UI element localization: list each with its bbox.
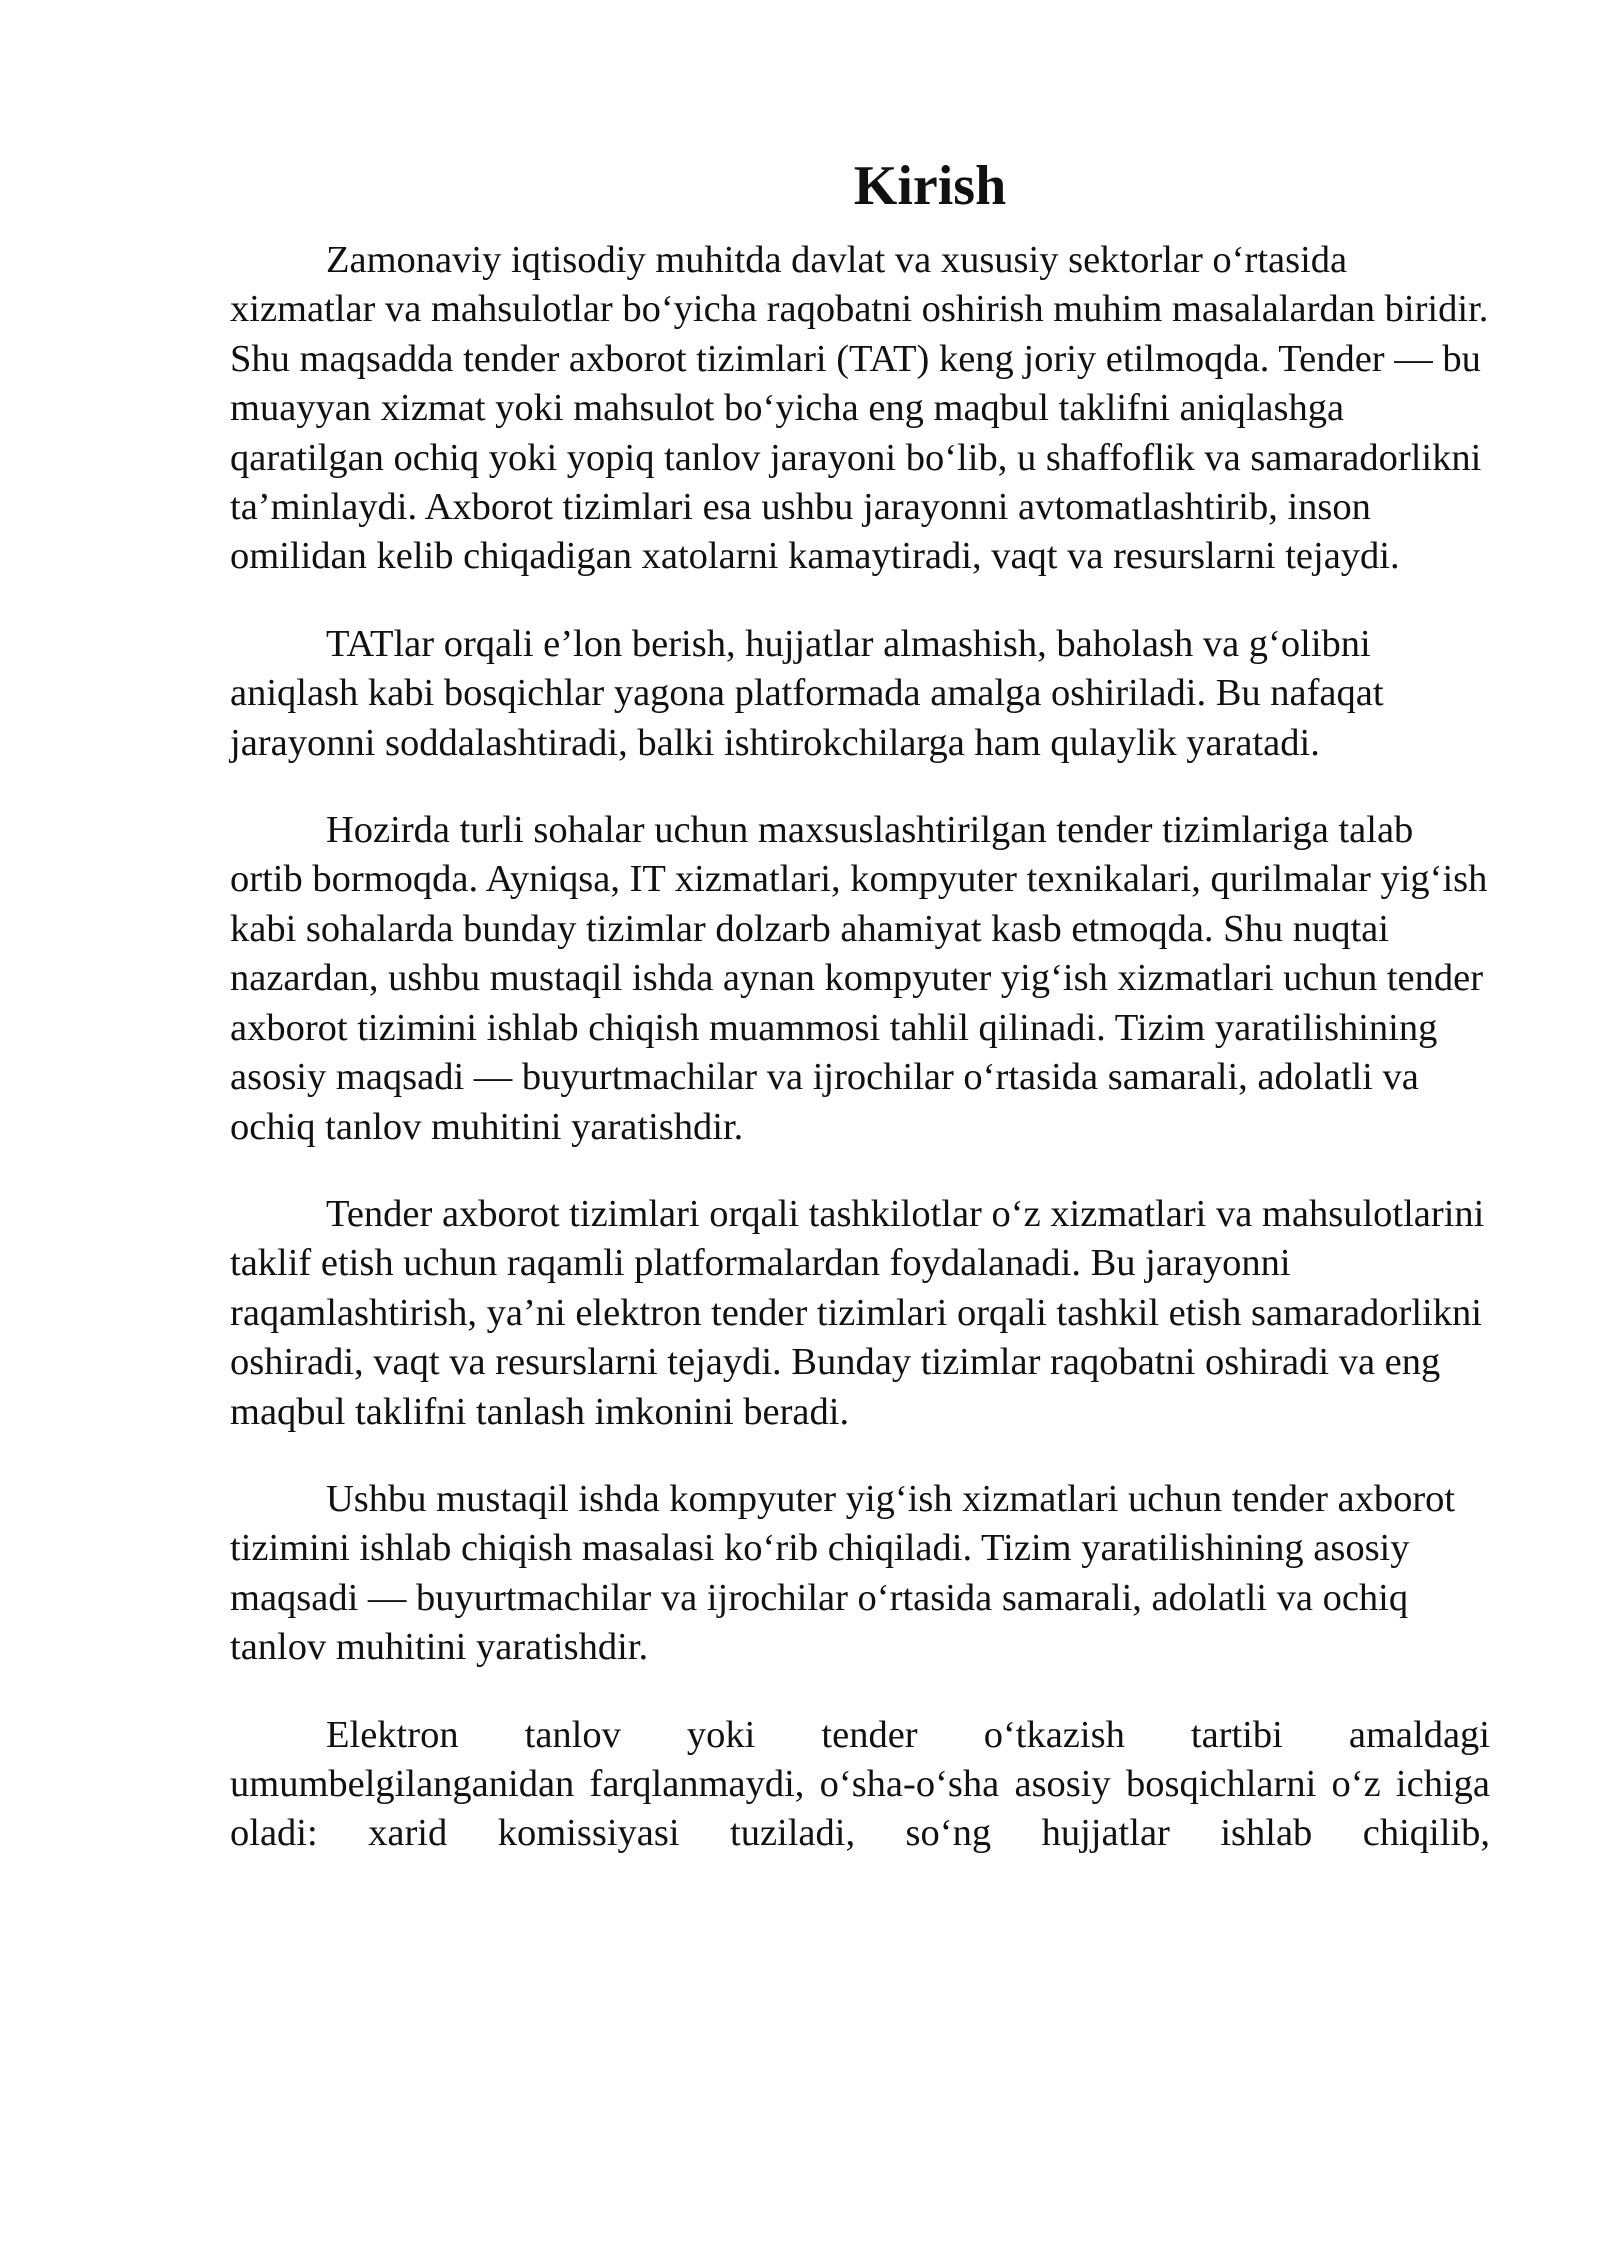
document-body [230, 150, 1490, 1897]
paragraph-5: Ushbu mustaqil ishda kompyuter yig‘ish xizmatlari uchun tender axborot tizimini ishlab chiqish masalasi ko‘rib chiqiladi. Tizim yaratilishining asosiy maqsadi — buyurtmachilar va ijrochilar o‘rtasida samarali, adolatli va ochiq tanlov muhitini yaratishdir. [230, 1477, 1456, 1669]
paragraph-6: Elektron tanlov yoki tender o‘tkazish tartibi amaldagi umumbelgilanganidan farqlanmaydi, o‘sha-o‘sha asosiy bosqichlarni o‘z ichiga oladi: xarid komissiyasi tuziladi, so‘ng hujjatlar ishlab chiqilib, [230, 1713, 1490, 1855]
page-title: Kirish [853, 155, 1007, 217]
paragraph-1: Zamonaviy iqtisodiy muhitda davlat va xususiy sektorlar o‘rtasida xizmatlar va mahsulotlar bo‘yicha raqobatni oshirish muhim masalalardan biridir. Shu maqsadda tender axborot tizimlari (TAT) keng joriy etilmoqda. Tender — bu muayyan xizmat yoki mahsulot bo‘yicha eng maqbul taklifni aniqlashga qaratilgan ochiq yoki yopiq tanlov jarayoni bo‘lib, u shaffoflik va samaradorlikni ta’minlaydi. Axborot tizimlari esa ushbu jarayonni avtomatlashtirib, inson omilidan kelib chiqadigan xatolarni kamaytiradi, vaqt va resurslarni tejaydi. [230, 239, 1489, 578]
paragraph-4: Tender axborot tizimlari orqali tashkilotlar o‘z xizmatlari va mahsulotlarini taklif etish uchun raqamli platformalardan foydalanadi. Bu jarayonni raqamlashtirish, ya’ni elektron tender tizimlari orqali tashkil etish samaradorlikni oshiradi, vaqt va resurslarni tejaydi. Bunday tizimlar raqobatni oshiradi va eng maqbul taklifni tanlash imkonini beradi. [230, 1192, 1485, 1433]
paragraph-3: Hozirda turli sohalar uchun maxsuslashtirilgan tender tizimlariga talab ortib bormoqda. Ayniqsa, IT xizmatlari, kompyuter texnikalari, qurilmalar yig‘ish kabi sohalarda bunday tizimlar dolzarb ahamiyat kasb etmoqda. Shu nuqtai nazardan, ushbu mustaqil ishda aynan kompyuter yig‘ish xizmatlari uchun tender axborot tizimini ishlab chiqish muammosi tahlil qilinadi. Tizim yaratilishining asosiy maqsadi — buyurtmachilar va ijrochilar o‘rtasida samarali, adolatli va ochiq tanlov muhitini yaratishdir. [230, 809, 1488, 1148]
paragraph-2: TATlar orqali e’lon berish, hujjatlar almashish, baholash va g‘olibni aniqlash kabi bosqichlar yagona platformada amalga oshiriladi. Bu nafaqat jarayonni soddalashtiradi, balki ishtirokchilarga ham qulaylik yaratadi. [230, 622, 1384, 764]
